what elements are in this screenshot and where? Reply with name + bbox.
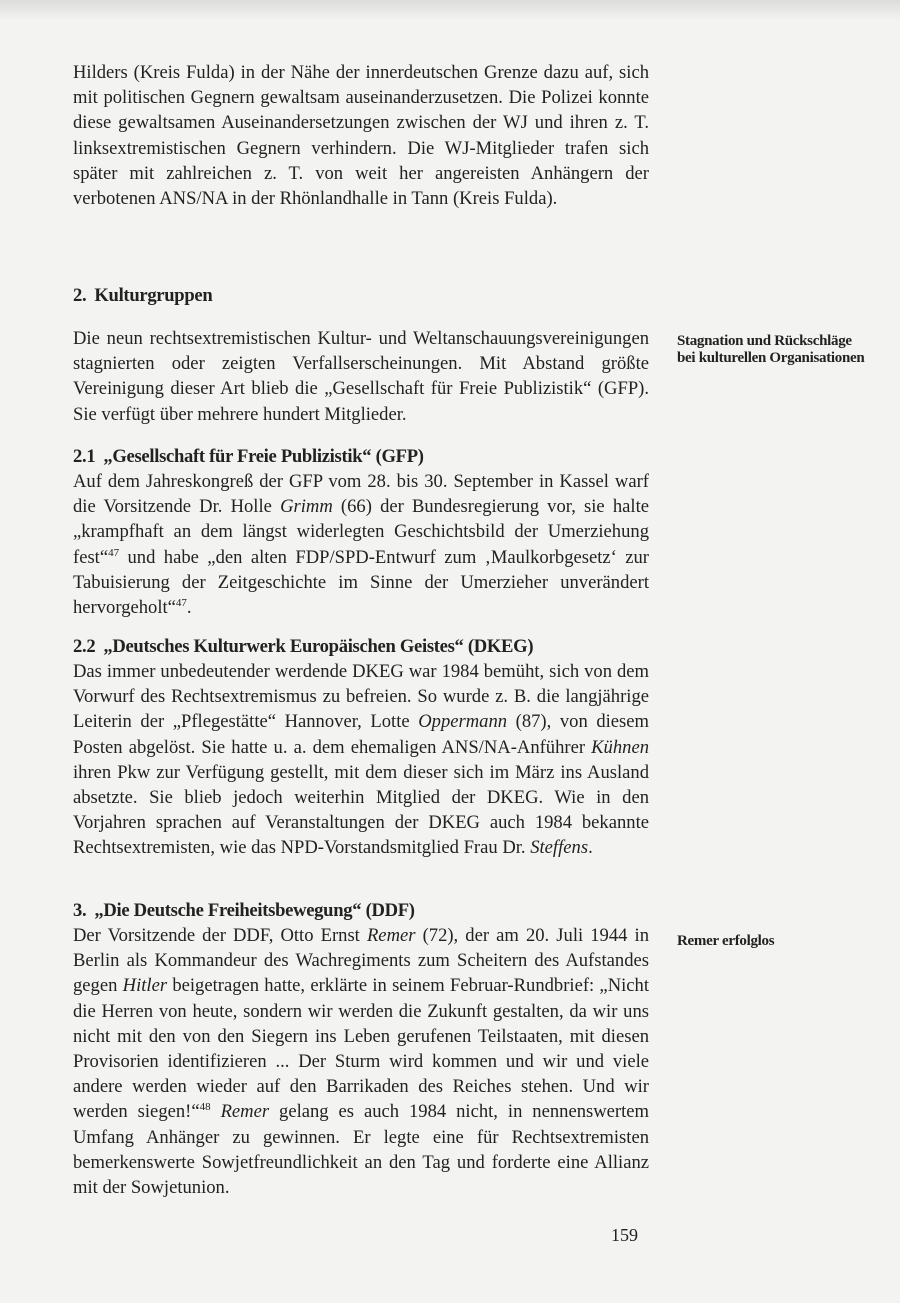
section-2-2-body [73, 659, 649, 861]
section-number: 2.2 [73, 636, 96, 657]
text-run: gelang es auch 1984 nicht, in nennenswertem Umfang Anhänger zu gewinnen. Er legte eine für Rechtsextremisten bemerkenswerte Sowjetfreundlichkeit an den Tag und forderte eine Allianz mit der Sowjetunion. [73, 1101, 649, 1199]
margin-note-stagnation: Stagnation und Rückschläge bei kulturellen Organisationen [677, 333, 865, 366]
section-number: 2. [73, 285, 87, 306]
person-name: Steffens [530, 837, 589, 859]
footnote-reference: 47 [175, 596, 187, 609]
text-run: (72), der am 20. Juli 1944 in Berlin als Kommandeur des Wachregiments zum Scheitern des Aufstandes gegen [73, 925, 649, 997]
text-run: Der Vorsitzende der DDF, Otto Ernst [73, 925, 367, 946]
paragraph-text-part: Hilders (Kreis Fulda) in der Nähe der innerdeutschen Grenze dazu auf, sich mit politischen Gegnern gewaltsam auseinanderzusetzen. Die Polizei konnte diese gewaltsamen Auseinandersetzungen zwischen der WJ und ihren z. T. linksextremistischen Gegnern verhindern. Die WJ-Mitglieder trafen sich später mit zahlreichen z. T. von weit her angereisten Anhängern der verbotenen ANS/NA in der Rhönlandhalle in Tann (Kreis Fulda). [73, 62, 649, 210]
person-name: Grimm [280, 496, 333, 518]
section-3-body [73, 923, 649, 1200]
page-number: 159 [611, 1225, 638, 1245]
text-run [211, 1101, 221, 1122]
margin-note-remer: Remer erfolglos [677, 933, 775, 949]
section-number: 3. [73, 900, 87, 921]
section-title: „Deutsches Kulturwerk Europäischen Geistes“ (DKEG) [103, 636, 534, 657]
text-run: (87), von diesem Posten abgelöst. Sie hatte u. a. dem ehemaligen ANS/NA-Anführer [73, 711, 649, 758]
text-run: ihren Pkw zur Verfügung gestellt, mit dem dieser sich im März ins Ausland absetzte. Sie blieb jedoch weiterhin Mitglied der DKEG. Wie in den Vorjahren sprachen auf Veranstaltungen der DKEG auch 1984 bekannte Rechtsextremisten, wie das NPD-Vorstandsmitglied Frau Dr. [73, 761, 649, 859]
paragraph-text [73, 60, 649, 211]
person-name: Kühnen [591, 736, 649, 758]
text-run: und habe „den alten FDP/SPD-Entwurf zum ‚Maulkorbgesetz‘ zur Tabuisierung der Zeitgeschichte im Sinne der Umerzieher unverändert hervorgeholt“ [73, 546, 649, 619]
paragraph-text [73, 923, 649, 1200]
footnote-reference: 47 [108, 546, 120, 559]
section-2-1-body [73, 469, 649, 620]
person-name: Remer [366, 925, 416, 946]
intro-paragraph [73, 60, 649, 211]
text-run: (66) der Bundesregierung vor, sie halte „krampfhaft an dem längst widerlegten Geschichtsbild der Umerziehung fest“ [73, 496, 649, 568]
paragraph-text [73, 659, 649, 861]
text-run: beigetragen hatte, erklärte in seinem Februar-Rundbrief: „Nicht die Herren von heute, sondern wir werden die Zukunft gestalten, da wir uns nicht mit den von den Siegern ins Leben gerufenen Teilstaaten, mit diesen Provisorien identifizieren ... Der Sturm wird kommen und wir und viele andere werden wieder auf den Barrikaden des Reiches stehen. Und wir werden siegen!“ [73, 975, 649, 1123]
section-number: 2.1 [73, 446, 96, 467]
person-name: Hitler [122, 975, 168, 997]
text-run: . [186, 597, 192, 619]
paragraph-text [73, 469, 649, 620]
section-title: „Die Deutsche Freiheitsbewegung“ (DDF) [94, 900, 415, 921]
person-name: Remer [220, 1101, 270, 1123]
footnote-reference: 48 [199, 1101, 211, 1114]
section-heading-3 [73, 898, 415, 923]
section-title: Kulturgruppen [94, 285, 213, 306]
section-heading-2 [73, 283, 212, 308]
text-run: Das immer unbedeutender werdende DKEG war 1984 bemüht, sich von dem Vorwurf des Rechtsextremismus zu befreien. So wurde z. B. die langjährige Leiterin der „Pflegestätte“ Hannover, Lotte [73, 661, 649, 733]
text-run: . [588, 837, 593, 859]
section-heading-2-1 [73, 444, 424, 469]
person-name: Oppermann [418, 711, 508, 733]
section-2-body [73, 326, 649, 427]
paragraph-text: Die neun rechtsextremistischen Kultur- und Weltanschauungsvereinigungen stagnierten oder zeigten Verfallserscheinungen. Mit Abstand größte Vereinigung dieser Art blieb die „Gesellschaft für Freie Publizistik“ (GFP). Sie verfügt über mehrere hundert Mitglieder. [73, 328, 649, 425]
section-heading-2-2 [73, 634, 533, 659]
text-run: Auf dem Jahreskongreß der GFP vom 28. bis 30. September in Kassel warf die Vorsitzende Dr. Holle [73, 471, 649, 518]
section-title: „Gesellschaft für Freie Publizistik“ (GFP) [103, 446, 424, 467]
scan-edge [0, 0, 900, 20]
